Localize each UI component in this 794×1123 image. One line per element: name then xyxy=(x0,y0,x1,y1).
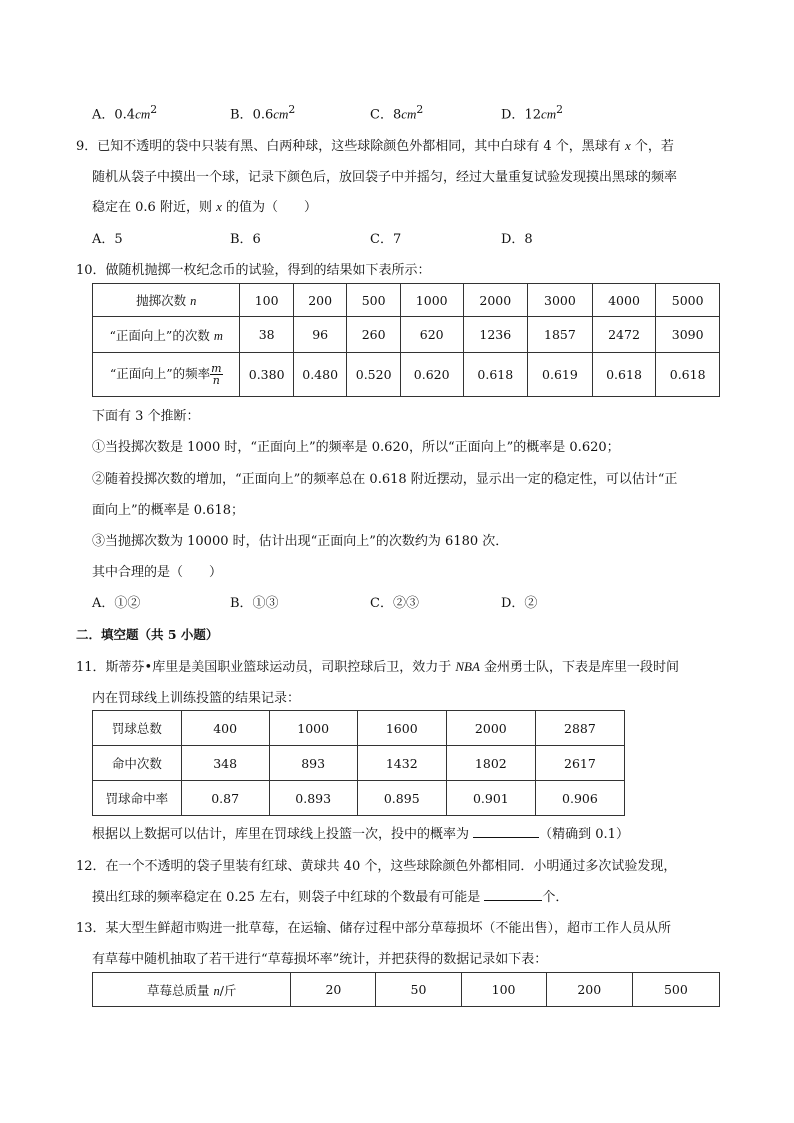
q10-label-freq: “正面向上”的频率 $\frac{m}{n}$ xyxy=(93,353,240,397)
q8-option-a[interactable]: A．$0.4cm^2$ xyxy=(92,103,158,123)
q10-row-counts xyxy=(93,284,720,317)
q13-line-1: 13．某大型生鲜超市购进一批草莓，在运输、储存过程中部分草莓损坏（不能出售），超市工作人员从所 xyxy=(76,921,672,936)
table-cell: 1600 xyxy=(357,711,446,746)
table-cell: 3000 xyxy=(528,284,593,317)
table-cell: 500 xyxy=(347,284,401,317)
q10-intro: 10．做随机抛掷一枚纪念币的试验，得到的结果如下表所示： xyxy=(76,263,431,278)
table-cell: 0.618 xyxy=(592,353,656,397)
table-cell: 200 xyxy=(293,284,347,317)
q11-row-hits xyxy=(93,746,625,781)
table-cell: 1236 xyxy=(463,317,528,353)
q10-statement-1: ①当投掷次数是 1000 时，“正面向上”的频率是 0.620，所以“正面向上”的概率是 0.620； xyxy=(92,440,620,455)
fraction-m-over-n: $\frac{m}{n}$ xyxy=(211,362,222,387)
q9-line-3: 稳定在 0.6 附近，则 x 的值为（ ） xyxy=(92,199,317,215)
table-cell: 3090 xyxy=(656,317,720,353)
answer-blank[interactable] xyxy=(484,887,542,901)
q8-option-c[interactable]: C．$8cm^2$ xyxy=(370,103,424,123)
table-cell: 0.87 xyxy=(181,781,269,816)
table-cell: 2617 xyxy=(535,746,624,781)
q11-table xyxy=(92,710,625,816)
table-cell: 620 xyxy=(400,317,463,353)
table-cell: 1000 xyxy=(269,711,357,746)
q9-option-c[interactable]: C．7 xyxy=(370,232,402,247)
q11-row-rates xyxy=(93,781,625,816)
q9-line-2: 随机从袋子中摸出一个球，记录下颜色后，放回袋子中并摇匀，经过大量重复试验发现摸出黑球的频率 xyxy=(92,170,678,185)
q12-line-1: 12．在一个不透明的袋子里装有红球、黄球共 40 个，这些球除颜色外都相同．小明通过多次试验发现， xyxy=(76,859,677,874)
table-cell: 100 xyxy=(240,284,294,317)
q10-row-heads xyxy=(93,317,720,353)
table-cell: 2000 xyxy=(463,284,528,317)
q9-option-d[interactable]: D．8 xyxy=(501,232,533,247)
q9-option-b[interactable]: B．6 xyxy=(230,232,261,247)
table-cell: 260 xyxy=(347,317,401,353)
table-cell: 0.895 xyxy=(357,781,446,816)
answer-blank[interactable] xyxy=(473,824,539,838)
table-cell: 0.620 xyxy=(400,353,463,397)
q10-statement-3: ③当抛掷次数为 10000 时，估计出现“正面向上”的次数约为 6180 次． xyxy=(92,534,509,549)
q11-line-1: 11．斯蒂芬•库里是美国职业篮球运动员，司职控球后卫，效力于 NBA 金州勇士队，下表是库里一段时间 xyxy=(76,659,680,675)
q10-prompt: 下面有 3 个推断： xyxy=(92,409,200,424)
table-cell: 96 xyxy=(293,317,347,353)
q10-statement-2a: ②随着投掷次数的增加，“正面向上”的频率总在 0.618 附近摆动，显示出一定的稳定性，可以估计“正 xyxy=(92,472,678,487)
table-cell: 200 xyxy=(546,973,632,1007)
table-cell: 38 xyxy=(240,317,294,353)
table-cell: 348 xyxy=(181,746,269,781)
q13-line-2: 有草莓中随机抽取了若干进行“草莓损坏率”统计，并把获得的数据记录如下表： xyxy=(92,952,548,967)
table-cell: 500 xyxy=(632,973,719,1007)
q13-row-mass xyxy=(93,973,720,1007)
q10-label-heads: “正面向上”的次数 m xyxy=(93,317,240,353)
q9-line-1: 9．已知不透明的袋中只装有黑、白两种球，这些球除颜色外都相同，其中白球有 4 个，黑球有 x 个，若 xyxy=(76,138,674,154)
q10-option-d[interactable]: D．② xyxy=(501,596,538,611)
table-cell: 0.380 xyxy=(240,353,294,397)
table-cell: 0.906 xyxy=(535,781,624,816)
table-cell: 50 xyxy=(376,973,461,1007)
table-cell: 0.480 xyxy=(293,353,347,397)
table-cell: 1802 xyxy=(446,746,535,781)
table-cell: 1432 xyxy=(357,746,446,781)
table-cell: 4000 xyxy=(592,284,656,317)
q12-line-2: 摸出红球的频率稳定在 0.25 左右，则袋子中红球的个数最有可能是 个． xyxy=(92,886,568,905)
q10-label-counts: 抛掷次数 n xyxy=(93,284,240,317)
q11-line-2: 内在罚球线上训练投篮的结果记录： xyxy=(92,691,301,706)
q10-option-c[interactable]: C．②③ xyxy=(370,596,419,611)
q10-option-b[interactable]: B．①③ xyxy=(230,596,279,611)
table-cell: 1857 xyxy=(528,317,593,353)
q8-option-d[interactable]: D．$12cm^2$ xyxy=(501,103,564,123)
q9-option-a[interactable]: A．5 xyxy=(92,232,123,247)
table-cell: 5000 xyxy=(656,284,720,317)
q10-statement-2b: 面向上”的概率是 0.618； xyxy=(92,503,244,518)
table-cell: 2887 xyxy=(535,711,624,746)
q11-label-totals: 罚球总数 xyxy=(93,711,182,746)
table-cell: 2472 xyxy=(592,317,656,353)
q11-answer-line: 根据以上数据可以估计，库里在罚球线上投篮一次，投中的概率为 （精确到 0.1） xyxy=(92,823,629,842)
q11-label-rates: 罚球命中率 xyxy=(93,781,182,816)
table-cell: 20 xyxy=(291,973,376,1007)
q10-table xyxy=(92,283,720,397)
q10-row-freq xyxy=(93,353,720,397)
table-cell: 100 xyxy=(461,973,546,1007)
q13-table xyxy=(92,972,720,1007)
section-heading: 二．填空题（共 5 小题） xyxy=(76,627,219,642)
q8-option-b[interactable]: B．$0.6cm^2$ xyxy=(230,103,296,123)
table-cell: 0.619 xyxy=(528,353,593,397)
q10-ask: 其中合理的是（ ） xyxy=(92,565,223,580)
table-cell: 400 xyxy=(181,711,269,746)
table-cell: 0.618 xyxy=(463,353,528,397)
q10-option-a[interactable]: A．①② xyxy=(92,596,141,611)
table-cell: 0.618 xyxy=(656,353,720,397)
q11-label-hits: 命中次数 xyxy=(93,746,182,781)
table-cell: 0.901 xyxy=(446,781,535,816)
table-cell: 1000 xyxy=(400,284,463,317)
table-cell: 0.520 xyxy=(347,353,401,397)
q11-row-totals xyxy=(93,711,625,746)
table-cell: 2000 xyxy=(446,711,535,746)
q13-label-mass: 草莓总质量 n/斤 xyxy=(93,973,291,1007)
table-cell: 0.893 xyxy=(269,781,357,816)
table-cell: 893 xyxy=(269,746,357,781)
